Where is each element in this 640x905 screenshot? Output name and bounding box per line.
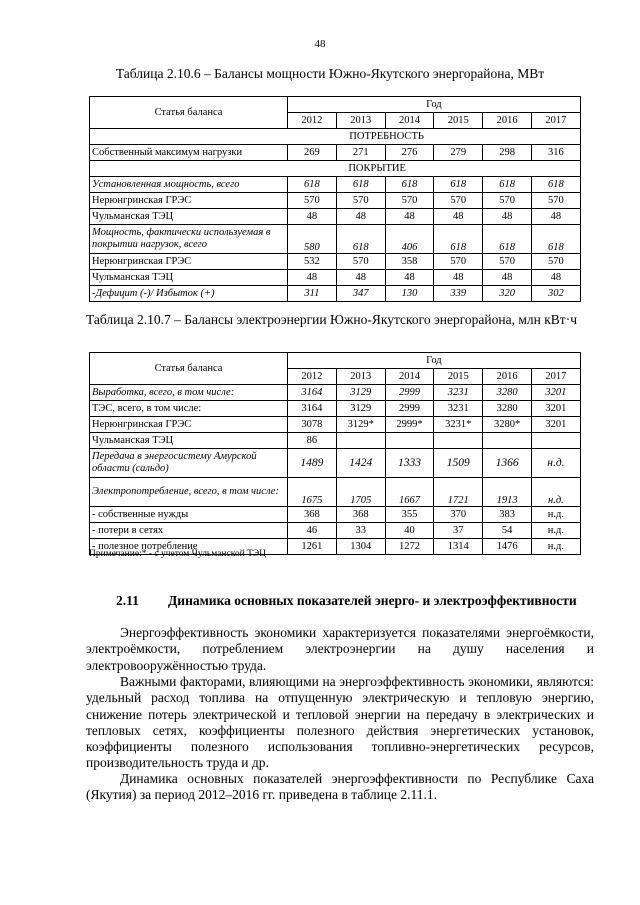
table-row <box>90 286 581 302</box>
table1-caption: Таблица 2.10.6 – Балансы мощности Южно-Якутского энергорайона, МВт <box>115 66 545 81</box>
table2-year: 2015 <box>434 369 483 385</box>
row-label: - потери в сетях <box>90 523 288 539</box>
cell: 570 <box>336 254 385 270</box>
table-row <box>90 417 581 433</box>
cell: 1366 <box>483 449 532 478</box>
cell: 370 <box>434 507 483 523</box>
cell: 383 <box>483 507 532 523</box>
cell: 3280* <box>483 417 532 433</box>
table2-year: 2017 <box>531 369 580 385</box>
cell: 54 <box>483 523 532 539</box>
cell: 48 <box>288 209 337 225</box>
row-label: Нерюнгринская ГРЭС <box>90 193 288 209</box>
table-row <box>90 270 581 286</box>
cell: 368 <box>336 507 385 523</box>
paragraph <box>86 625 594 674</box>
cell: 48 <box>434 270 483 286</box>
table-row <box>90 254 581 270</box>
cell: 570 <box>385 193 434 209</box>
table2-caption: Таблица 2.10.7 – Балансы электроэнергии Южно-Якутского энергорайона, млн кВт·ч <box>86 312 577 327</box>
cell: 570 <box>434 254 483 270</box>
row-label: Чульманская ТЭЦ <box>90 270 288 286</box>
cell: 618 <box>434 225 483 254</box>
cell: 1913 <box>483 478 532 507</box>
cell: 1721 <box>434 478 483 507</box>
cell: 347 <box>336 286 385 302</box>
cell: 1314 <box>434 539 483 555</box>
section-title: Динамика основных показателей энерго- и электроэффективности <box>168 593 577 608</box>
table1-header-year: Год <box>288 97 581 113</box>
table-row <box>90 401 581 417</box>
cell: 48 <box>531 270 580 286</box>
cell: 320 <box>483 286 532 302</box>
table-row <box>90 209 581 225</box>
cell: 3164 <box>288 385 337 401</box>
table1-year: 2014 <box>385 113 434 129</box>
table2-year: 2014 <box>385 369 434 385</box>
paragraph-text: Важными факторами, влияющими на энергоэффективность экономики, являются: удельный расход топлива на отпущенную электрическую и тепловую энергию, снижение потерь электрической и тепловой энергии на передачу в электрических и тепловых сетях, коэффициенты полезного действия энергетических установок, коэффициенты полезного использования топливно-энергетических ресурсов, производительность труда и др. <box>86 674 594 771</box>
cell: 298 <box>483 145 532 161</box>
paragraph <box>86 674 594 772</box>
cell: 48 <box>434 209 483 225</box>
cell: 618 <box>483 177 532 193</box>
cell: 279 <box>434 145 483 161</box>
table1-year: 2015 <box>434 113 483 129</box>
paragraph-text: Динамика основных показателей энергоэффективности по Республике Саха (Якутия) за период 2012–2016 гг. приведена в таблице 2.11.1. <box>86 771 594 803</box>
row-label: Выработка, всего, в том числе: <box>90 385 288 401</box>
table-row <box>90 478 581 507</box>
table2-year: 2012 <box>288 369 337 385</box>
cell: 1424 <box>336 449 385 478</box>
page-number: 48 <box>314 38 326 50</box>
row-label: Нерюнгринская ГРЭС <box>90 417 288 433</box>
cell <box>385 433 434 449</box>
cell: 339 <box>434 286 483 302</box>
cell: 3280 <box>483 401 532 417</box>
table1-section-demand: ПОТРЕБНОСТЬ <box>90 129 434 145</box>
cell: 3129 <box>336 401 385 417</box>
cell: 1489 <box>288 449 337 478</box>
cell: 570 <box>531 193 580 209</box>
cell: 1304 <box>336 539 385 555</box>
section-heading <box>116 593 577 609</box>
table2-year: 2016 <box>483 369 532 385</box>
table1-year: 2017 <box>531 113 580 129</box>
cell: н.д. <box>531 478 580 507</box>
row-label: Мощность, фактически используемая в покрытии нагрузок, всего <box>90 225 288 254</box>
cell: 618 <box>336 225 385 254</box>
cell: 311 <box>288 286 337 302</box>
table-row <box>90 145 581 161</box>
cell: 48 <box>336 209 385 225</box>
row-label: - собственные нужды <box>90 507 288 523</box>
cell: 48 <box>385 209 434 225</box>
cell: 2999 <box>385 401 434 417</box>
cell: 3129 <box>336 385 385 401</box>
cell: 580 <box>288 225 337 254</box>
row-label: Установленная мощность, всего <box>90 177 288 193</box>
cell: 358 <box>385 254 434 270</box>
cell: 532 <box>288 254 337 270</box>
cell: 570 <box>434 193 483 209</box>
cell: 1333 <box>385 449 434 478</box>
cell: 269 <box>288 145 337 161</box>
cell: 1705 <box>336 478 385 507</box>
row-label: - полезное потребление <box>90 539 288 555</box>
cell: 1272 <box>385 539 434 555</box>
table-row <box>90 177 581 193</box>
cell <box>336 433 385 449</box>
row-label: Чульманская ТЭЦ <box>90 433 288 449</box>
cell <box>531 433 580 449</box>
cell: 86 <box>288 433 337 449</box>
cell: 130 <box>385 286 434 302</box>
row-label: Собственный максимум нагрузки <box>90 145 288 161</box>
paragraph <box>86 771 594 804</box>
cell: 2999* <box>385 417 434 433</box>
row-label: Чульманская ТЭЦ <box>90 209 288 225</box>
table2-note: Примечание:* - с учетом Чульманской ТЭЦ <box>89 549 267 559</box>
table-row <box>90 433 581 449</box>
cell: 570 <box>288 193 337 209</box>
table1-year: 2013 <box>336 113 385 129</box>
table-row <box>90 193 581 209</box>
cell: 316 <box>531 145 580 161</box>
cell: 46 <box>288 523 337 539</box>
cell: 48 <box>385 270 434 286</box>
table-row <box>90 225 581 254</box>
paragraph-text: Энергоэффективность экономики характеризуется показателями энергоёмкости, электроёмкости, потреблением электроэнергии на душу населения и электровооружённостью труда. <box>86 625 594 673</box>
cell: 1509 <box>434 449 483 478</box>
table2-header-item: Статья баланса <box>90 353 288 385</box>
table1-year: 2016 <box>483 113 532 129</box>
cell: 618 <box>531 177 580 193</box>
cell: 276 <box>385 145 434 161</box>
cell: 406 <box>385 225 434 254</box>
table-row <box>90 449 581 478</box>
cell: 3201 <box>531 385 580 401</box>
table2-header-year: Год <box>288 353 581 369</box>
table-row <box>90 523 581 539</box>
energy-balance-table <box>89 352 581 555</box>
cell: 3280 <box>483 385 532 401</box>
cell: 3231 <box>434 385 483 401</box>
cell: 618 <box>434 177 483 193</box>
cell: 368 <box>288 507 337 523</box>
cell: 3078 <box>288 417 337 433</box>
cell: 1675 <box>288 478 337 507</box>
cell: 48 <box>483 270 532 286</box>
cell: 1476 <box>483 539 532 555</box>
table1-section-cover: ПОКРЫТИЕ <box>90 161 434 177</box>
cell: 302 <box>531 286 580 302</box>
cell: н.д. <box>531 539 580 555</box>
cell: 570 <box>483 193 532 209</box>
row-label: -Дефицит (-)/ Избыток (+) <box>90 286 288 302</box>
cell: 40 <box>385 523 434 539</box>
cell: 48 <box>288 270 337 286</box>
row-label: Передача в энергосистему Амурской области (сальдо) <box>90 449 288 478</box>
section-number: 2.11 <box>116 593 139 608</box>
cell: 355 <box>385 507 434 523</box>
table-row <box>90 385 581 401</box>
row-label: Электропотребление, всего, в том числе: <box>90 478 288 507</box>
cell <box>483 433 532 449</box>
cell: 48 <box>483 209 532 225</box>
cell: 3201 <box>531 417 580 433</box>
cell <box>434 433 483 449</box>
cell: 271 <box>336 145 385 161</box>
cell: 618 <box>531 225 580 254</box>
cell: 570 <box>336 193 385 209</box>
cell: 48 <box>531 209 580 225</box>
cell: н.д. <box>531 523 580 539</box>
row-label: Нерюнгринская ГРЭС <box>90 254 288 270</box>
cell: 3231 <box>434 401 483 417</box>
cell: 37 <box>434 523 483 539</box>
cell: 618 <box>483 225 532 254</box>
cell: 1667 <box>385 478 434 507</box>
table1-header-item: Статья баланса <box>90 97 288 129</box>
cell: 618 <box>385 177 434 193</box>
cell: 618 <box>336 177 385 193</box>
cell: 570 <box>483 254 532 270</box>
cell: 33 <box>336 523 385 539</box>
cell: 1261 <box>288 539 337 555</box>
cell: 2999 <box>385 385 434 401</box>
table2-year: 2013 <box>336 369 385 385</box>
cell: 3231* <box>434 417 483 433</box>
cell: 570 <box>531 254 580 270</box>
cell: 3164 <box>288 401 337 417</box>
cell: н.д. <box>531 507 580 523</box>
cell: 3201 <box>531 401 580 417</box>
cell: н.д. <box>531 449 580 478</box>
row-label: ТЭС, всего, в том числе: <box>90 401 288 417</box>
cell: 48 <box>336 270 385 286</box>
cell: 618 <box>288 177 337 193</box>
table-row <box>90 507 581 523</box>
power-balance-table <box>89 96 581 302</box>
cell: 3129* <box>336 417 385 433</box>
table1-year: 2012 <box>288 113 337 129</box>
